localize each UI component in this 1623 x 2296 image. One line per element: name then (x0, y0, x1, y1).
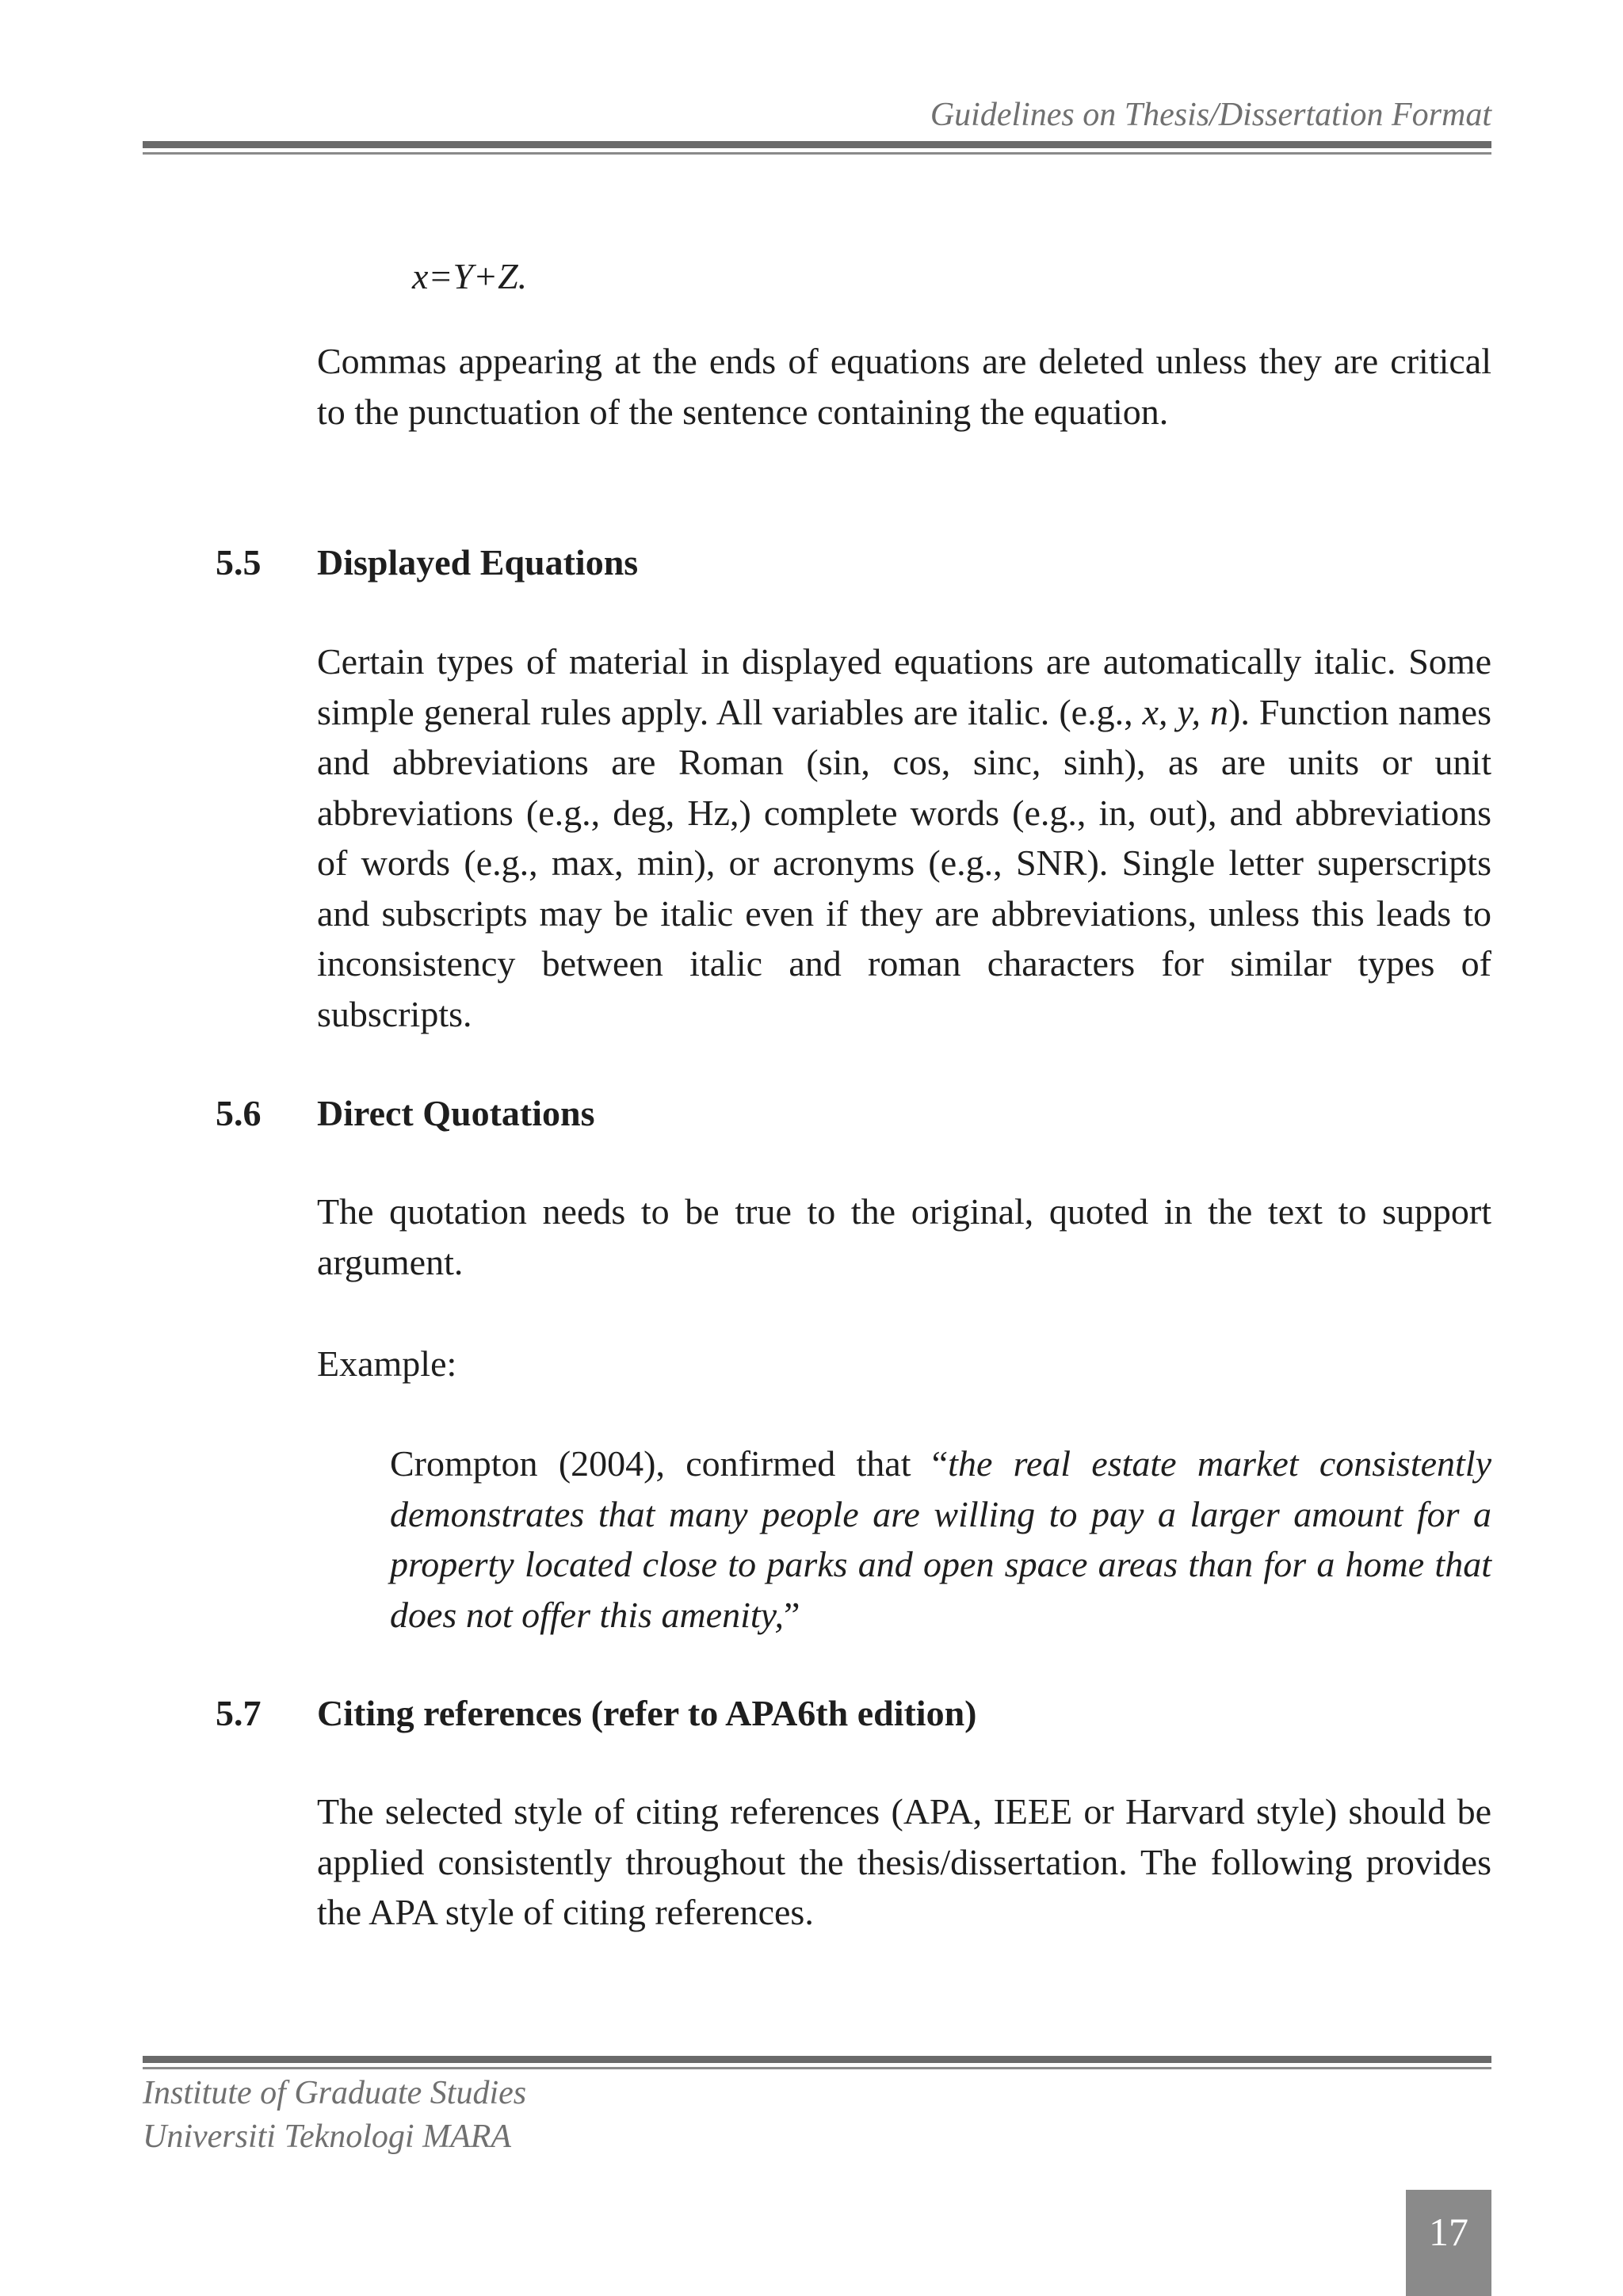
section-number-5-5: 5.5 (216, 542, 262, 583)
direct-quotations-paragraph: The quotation needs to be true to the original, quoted in the text to support argument. (317, 1191, 1491, 1282)
section-title-5-6: Direct Quotations (317, 1093, 595, 1133)
footer-institution (143, 2072, 526, 2159)
footer-rule (143, 2056, 1491, 2069)
footer-rule-thin (143, 2067, 1491, 2069)
equation-line: x=Y+Z. (412, 256, 528, 296)
intro-paragraph: Commas appearing at the ends of equations are deleted unless they are critical to the punctuation of the sentence containing the equation. (317, 341, 1491, 432)
quote-lead: Crompton (2004), confirmed that “ (390, 1443, 949, 1484)
header-rule-thick (143, 141, 1491, 148)
p55-text-1: Certain types of material in displayed equations are automatically italic. Some simple general rules apply. All variables are italic. (e.g., (317, 641, 1491, 732)
section-number-5-6: 5.6 (216, 1093, 262, 1133)
example-label: Example: (317, 1343, 457, 1384)
footer-rule-thick (143, 2056, 1491, 2063)
displayed-equations-paragraph (317, 636, 1491, 1039)
citing-references-paragraph: The selected style of citing references (APA, IEEE or Harvard style) should be applied consistently throughout the thesis/dissertation. The following provides the APA style of citing references. (317, 1791, 1491, 1932)
section-title-5-7: Citing references (refer to APA6th edition) (317, 1693, 977, 1733)
section-number-5-7: 5.7 (216, 1693, 262, 1733)
header-rule (143, 141, 1491, 155)
p55-italic-vars: x, y, n (1142, 691, 1229, 732)
quote-close: ” (784, 1594, 800, 1635)
footer-line-2: Universiti Teknologi MARA (143, 2118, 512, 2155)
page-number-badge (1406, 2190, 1491, 2296)
header-rule-thin (143, 152, 1491, 155)
quote-italic-text: the real estate market consistently demonstrates that many people are willing to pay a larger amount for a property located close to parks and open space areas than for a home that does not offer this amenity, (390, 1443, 1492, 1635)
p55-text-2: ). Function names and abbreviations are Roman (sin, cos, sinc, sinh), as are units or unit abbreviations (e.g., deg, Hz,) complete words (e.g., in, out), and abbreviations of words (e.g., max, min), or acronyms (e.g., SNR). Single letter superscripts and subscripts may be italic even if they are abbreviations, unless this leads to inconsistency between italic and roman characters for similar types of subscripts. (317, 691, 1491, 1034)
example-quote (390, 1438, 1491, 1640)
footer-line-1: Institute of Graduate Studies (143, 2075, 527, 2111)
page-number: 17 (1429, 2210, 1468, 2254)
section-title-5-5: Displayed Equations (317, 542, 639, 583)
header-title: Guidelines on Thesis/Dissertation Format (930, 97, 1491, 133)
